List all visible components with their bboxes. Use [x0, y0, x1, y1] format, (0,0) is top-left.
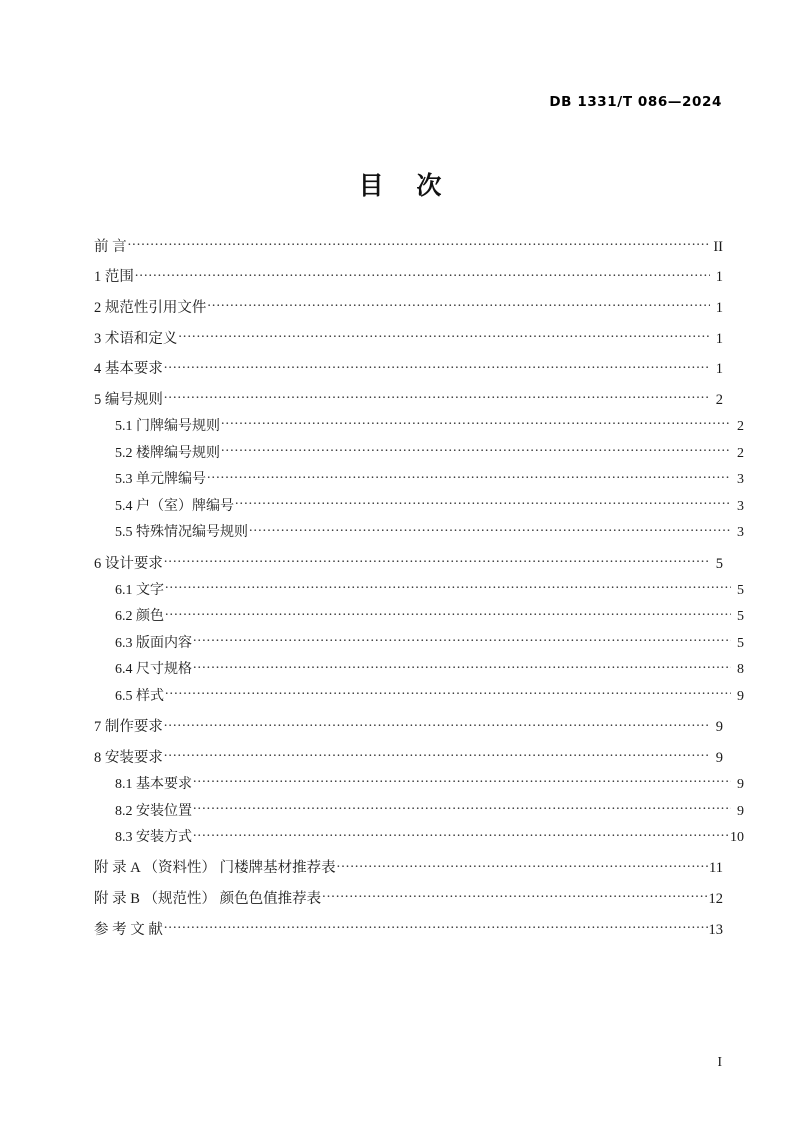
toc-entry[interactable]: [94, 236, 723, 255]
toc-leader-dots: [165, 686, 731, 700]
toc-leader-dots: [337, 858, 708, 873]
toc-entry-label: 6.5 样式: [115, 689, 164, 705]
toc-entry[interactable]: [94, 888, 723, 907]
toc-leader-dots: [164, 389, 710, 404]
toc-entry-page-number: 12: [708, 890, 723, 907]
toc-entry[interactable]: [94, 774, 744, 793]
toc-entry-label: 8 安装要求: [94, 749, 163, 766]
toc-entry-page-number: II: [713, 238, 723, 255]
footer-page-number: I: [717, 1054, 722, 1069]
toc-entry-page-number: 9: [737, 776, 744, 792]
toc-leader-dots: [164, 747, 710, 762]
toc-leader-dots: [221, 416, 731, 430]
toc-entry[interactable]: [94, 580, 744, 599]
toc-entry-label: 8.2 安装位置: [115, 803, 192, 819]
toc-leader-dots: [322, 888, 707, 903]
toc-entry[interactable]: [94, 827, 744, 846]
toc-entry-page-number: 9: [715, 749, 723, 766]
toc-entry-label: 附 录 B （规范性） 颜色色值推荐表: [94, 890, 322, 907]
toc-entry-page-number: 5: [737, 582, 744, 598]
toc-entry-page-number: 9: [737, 803, 744, 819]
toc-entry-label: 5.5 特殊情况编号规则: [115, 525, 248, 541]
toc-entry[interactable]: [94, 443, 744, 462]
toc-entry[interactable]: [94, 297, 723, 316]
toc-entry[interactable]: [94, 633, 744, 652]
toc-entry-page-number: 9: [737, 689, 744, 705]
toc-entry-label: 8.1 基本要求: [115, 776, 192, 792]
toc-entry-label: 前 言: [94, 238, 127, 255]
toc-leader-dots: [207, 297, 710, 312]
toc-entry-label: 2 规范性引用文件: [94, 299, 207, 316]
toc-entry-label: 5 编号规则: [94, 391, 163, 408]
toc-entry-page-number: 2: [715, 391, 723, 408]
toc-leader-dots: [193, 827, 729, 841]
toc-leader-dots: [193, 774, 731, 788]
toc-leader-dots: [178, 328, 710, 343]
toc-leader-dots: [165, 606, 731, 620]
toc-entry[interactable]: [94, 267, 723, 286]
toc-entry[interactable]: [94, 858, 723, 877]
toc-entry-label: 6.2 颜色: [115, 609, 164, 625]
toc-leader-dots: [193, 659, 731, 673]
toc-entry[interactable]: [94, 469, 744, 488]
toc-entry-label: 6.4 尺寸规格: [115, 662, 192, 678]
toc-entry-page-number: 1: [715, 269, 723, 286]
toc-entry-page-number: 2: [737, 419, 744, 435]
toc-entry-page-number: 5: [715, 555, 723, 572]
toc-entry[interactable]: [94, 801, 744, 820]
toc-entry-page-number: 11: [709, 860, 723, 877]
toc-entry-page-number: 9: [715, 719, 723, 736]
toc-entry-label: 7 制作要求: [94, 719, 163, 736]
toc-entry[interactable]: [94, 553, 723, 572]
toc-entry-label: 6.3 版面内容: [115, 635, 192, 651]
toc-entry[interactable]: [94, 389, 723, 408]
toc-entry-label: 5.4 户（室）牌编号: [115, 498, 234, 514]
toc-entry[interactable]: [94, 416, 744, 435]
toc-entry-label: 3 术语和定义: [94, 330, 178, 347]
toc-entry[interactable]: [94, 747, 723, 766]
toc-leader-dots: [164, 553, 710, 568]
toc-entry[interactable]: [94, 659, 744, 678]
toc-entry-label: 6.1 文字: [115, 582, 164, 598]
toc-entry-page-number: 1: [715, 299, 723, 316]
toc-entry-page-number: 2: [737, 445, 744, 461]
toc-entry-page-number: 1: [715, 361, 723, 378]
toc-leader-dots: [221, 443, 731, 457]
toc-entry-page-number: 3: [737, 525, 744, 541]
toc-leader-dots: [135, 267, 710, 282]
toc-entry-label: 8.3 安装方式: [115, 830, 192, 846]
toc-leader-dots: [164, 919, 708, 934]
table-of-contents: [94, 236, 744, 938]
toc-entry-page-number: 5: [737, 635, 744, 651]
toc-entry-label: 6 设计要求: [94, 555, 163, 572]
toc-entry-label: 5.2 楼牌编号规则: [115, 445, 220, 461]
toc-entry-page-number: 13: [708, 921, 723, 938]
toc-leader-dots: [193, 633, 731, 647]
toc-entry-label: 附 录 A （资料性） 门楼牌基材推荐表: [94, 860, 336, 877]
toc-entry-label: 4 基本要求: [94, 361, 163, 378]
toc-entry[interactable]: [94, 359, 723, 378]
toc-entry[interactable]: [94, 606, 744, 625]
toc-entry-page-number: 8: [737, 662, 744, 678]
toc-leader-dots: [207, 469, 731, 483]
document-standard-code: DB 1331/T 086—2024: [549, 94, 722, 110]
toc-entry-label: 5.1 门牌编号规则: [115, 419, 220, 435]
toc-entry-label: 5.3 单元牌编号: [115, 472, 206, 488]
toc-entry[interactable]: [94, 522, 744, 541]
toc-entry-label: 参 考 文 献: [94, 921, 163, 938]
toc-entry[interactable]: [94, 717, 723, 736]
toc-leader-dots: [164, 359, 710, 374]
toc-entry[interactable]: [94, 686, 744, 705]
toc-entry-page-number: 3: [737, 472, 744, 488]
toc-leader-dots: [164, 717, 710, 732]
page-title: 目 次: [358, 171, 454, 200]
toc-entry-page-number: 3: [737, 498, 744, 514]
toc-entry-label: 1 范围: [94, 269, 134, 286]
toc-leader-dots: [165, 580, 731, 594]
toc-leader-dots: [193, 801, 731, 815]
toc-leader-dots: [235, 496, 731, 510]
toc-leader-dots: [249, 522, 731, 536]
toc-entry-page-number: 5: [737, 609, 744, 625]
toc-entry-page-number: 10: [730, 830, 744, 846]
toc-entry[interactable]: [94, 328, 723, 347]
toc-entry-page-number: 1: [715, 330, 723, 347]
toc-entry[interactable]: [94, 496, 744, 515]
toc-leader-dots: [128, 236, 710, 251]
toc-entry[interactable]: [94, 919, 723, 938]
